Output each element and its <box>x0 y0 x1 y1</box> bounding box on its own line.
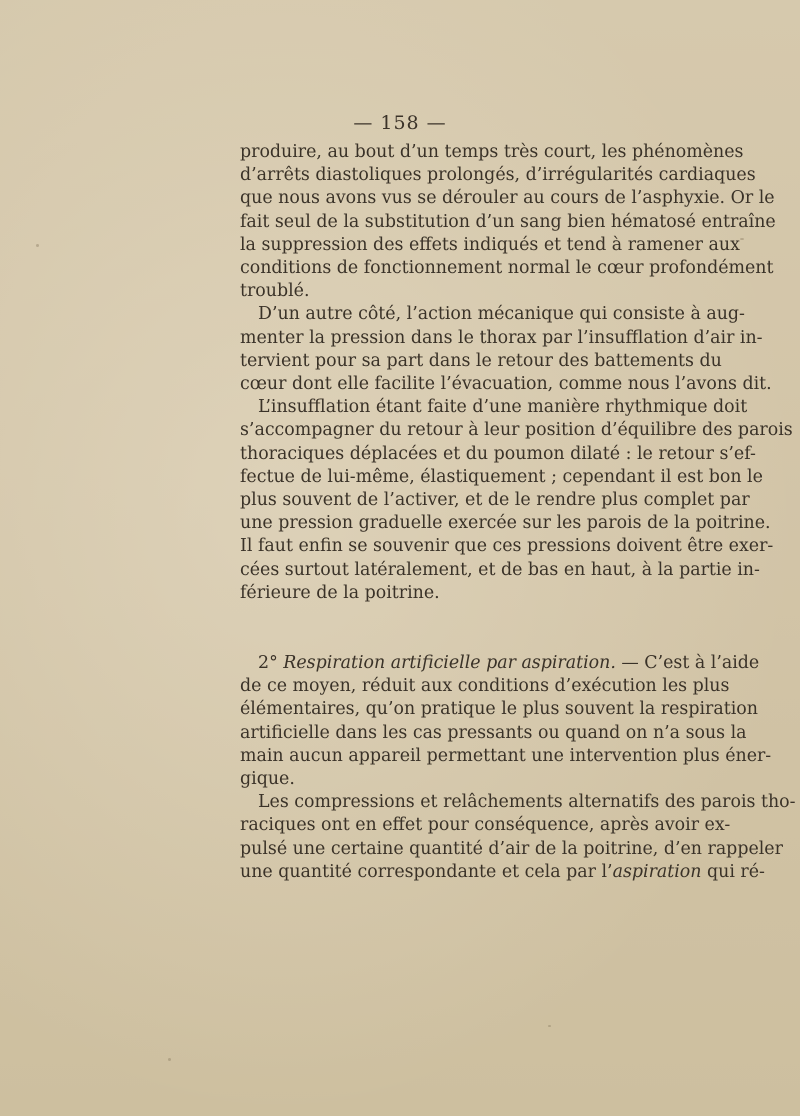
text-line: L’insufflation étant faite d’une manière rhythmique doit <box>258 397 748 418</box>
text-line: menter la pression dans le thorax par l’insufflation d’air in- <box>240 327 763 348</box>
paper-speck <box>36 244 39 247</box>
section-heading-line <box>240 652 760 675</box>
text-line: fectue de lui-même, élastiquement ; cependant il est bon le <box>240 466 763 487</box>
text-line: d’arrêts diastoliques prolongés, d’irrégularités cardiaques <box>240 165 756 186</box>
text-block-2 <box>240 652 796 884</box>
text-line: fait seul de la substitution d’un sang bien hématosé entraîne <box>240 211 776 232</box>
text-line: Il faut enfin se souvenir que ces pressions doivent être exer- <box>240 536 774 557</box>
text-line: conditions de fonctionnement normal le cœur profondément <box>240 258 774 279</box>
text-line: que nous avons vus se dérouler au cours de l’asphyxie. Or le <box>240 188 775 209</box>
paper-speck <box>548 1025 551 1027</box>
last-line-italic: aspiration <box>612 861 702 882</box>
page-number: — 158 — <box>353 112 447 134</box>
text-line: tervient pour sa part dans le retour des battements du <box>240 350 722 371</box>
text-line: élémentaires, qu’on pratique le plus souvent la respiration <box>240 699 758 720</box>
text-line: cœur dont elle facilite l’évacuation, comme nous l’avons dit. <box>240 374 772 395</box>
text-line: la suppression des effets indiqués et tend à ramener aux <box>240 234 740 255</box>
text-line: férieure de la poitrine. <box>240 582 440 603</box>
text-line: thoraciques déplacées et du poumon dilaté : le retour s’ef- <box>240 443 756 464</box>
text-line: gique. <box>240 769 295 790</box>
text-line: raciques ont en effet pour conséquence, après avoir ex- <box>240 815 731 836</box>
last-line-end: qui ré- <box>701 861 765 882</box>
text-line: plus souvent de l’activer, et de le rendre plus complet par <box>240 490 750 511</box>
section-title: Respiration artificielle par aspiration. <box>283 653 616 673</box>
text-line: main aucun appareil permettant une intervention plus éner- <box>240 745 772 766</box>
text-line: D’un autre côté, l’action mécanique qui consiste à aug- <box>258 304 745 325</box>
text-line-last <box>240 861 765 884</box>
last-line-start: une quantité correspondante et cela par l’ <box>240 861 613 882</box>
text-line: de ce moyen, réduit aux conditions d’exécution les plus <box>240 676 730 697</box>
text-line: une pression graduelle exercée sur les parois de la poitrine. <box>240 513 771 534</box>
paper-speck <box>168 1058 171 1061</box>
section-number: 2° <box>258 653 278 673</box>
paper-speck <box>740 238 744 240</box>
text-line: Les compressions et relâchements alternatifs des parois tho- <box>258 792 796 813</box>
text-line: troublé. <box>240 281 310 302</box>
text-line: pulsé une certaine quantité d’air de la poitrine, d’en rappeler <box>240 838 783 859</box>
text-block-1 <box>240 141 793 605</box>
text-line: produire, au bout d’un temps très court, les phénomènes <box>240 142 744 162</box>
text-line: artificielle dans les cas pressants ou quand on n’a sous la <box>240 722 747 743</box>
text-line: cées surtout latéralement, et de bas en haut, à la partie in- <box>240 559 760 580</box>
text-line: s’accompagner du retour à leur position d’équilibre des parois <box>240 420 793 441</box>
section-heading-rest: — C’est à l’aide <box>615 653 760 673</box>
